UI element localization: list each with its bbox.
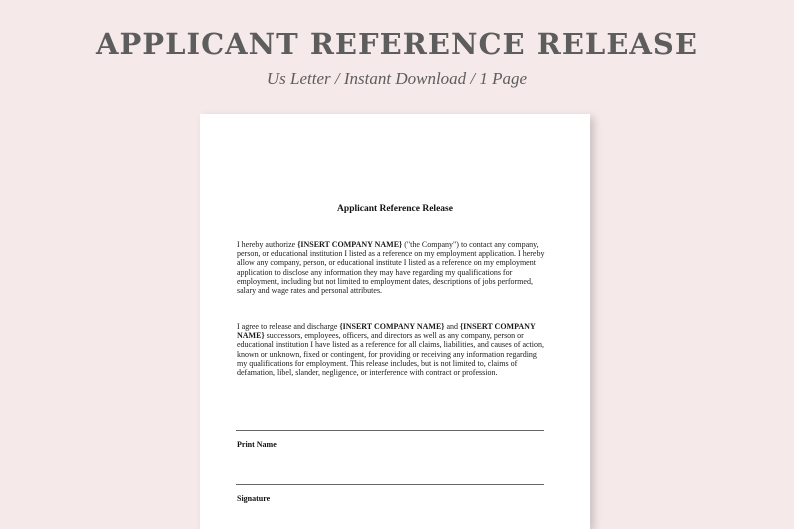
- document-heading: Applicant Reference Release: [337, 204, 453, 214]
- paragraph1-text-start: I hereby authorize: [237, 240, 298, 249]
- paragraph2-text-between: and: [444, 322, 461, 331]
- paragraph1-text-rest: ("the Company") to contact any company, person, or educational institution I listed as a reference on my employment application. I hereby allow any company, person, or educational institute I listed as a reference on my employment application to disclose any information they may have regarding my qualifications for employment, including but not limited to employment dates, descriptions of jobs performed, salary and wage rates and personal attributes.: [237, 240, 545, 296]
- signature-label: Signature: [237, 494, 271, 503]
- company-name-placeholder-1: {INSERT COMPANY NAME}: [339, 322, 445, 331]
- banner-title: APPLICANT REFERENCE RELEASE: [96, 27, 698, 61]
- authorization-paragraph: [237, 240, 549, 295]
- signature-line[interactable]: [236, 484, 544, 485]
- print-name-line[interactable]: [236, 430, 544, 431]
- company-name-placeholder: {INSERT COMPANY NAME}: [297, 240, 403, 249]
- company-name-placeholder-2: {INSERT COMPANY NAME}: [237, 322, 536, 341]
- paragraph2-text-start: I agree to release and discharge: [237, 322, 340, 331]
- print-name-label: Print Name: [237, 440, 277, 449]
- release-paragraph: [237, 322, 549, 377]
- banner-subtitle: Us Letter / Instant Download / 1 Page: [266, 69, 528, 88]
- document-page: [200, 114, 590, 529]
- paragraph2-text-rest: successors, employees, officers, and directors as well as any company, person or educational institution I have listed as a reference for all claims, liabilities, and causes of action, known or unknown, fixed or contingent, for providing or receiving any information regarding my qualifications for employment. This release includes, but is not limited to, claims of defamation, libel, slander, negligence, or interference with contract or profession.: [237, 331, 544, 378]
